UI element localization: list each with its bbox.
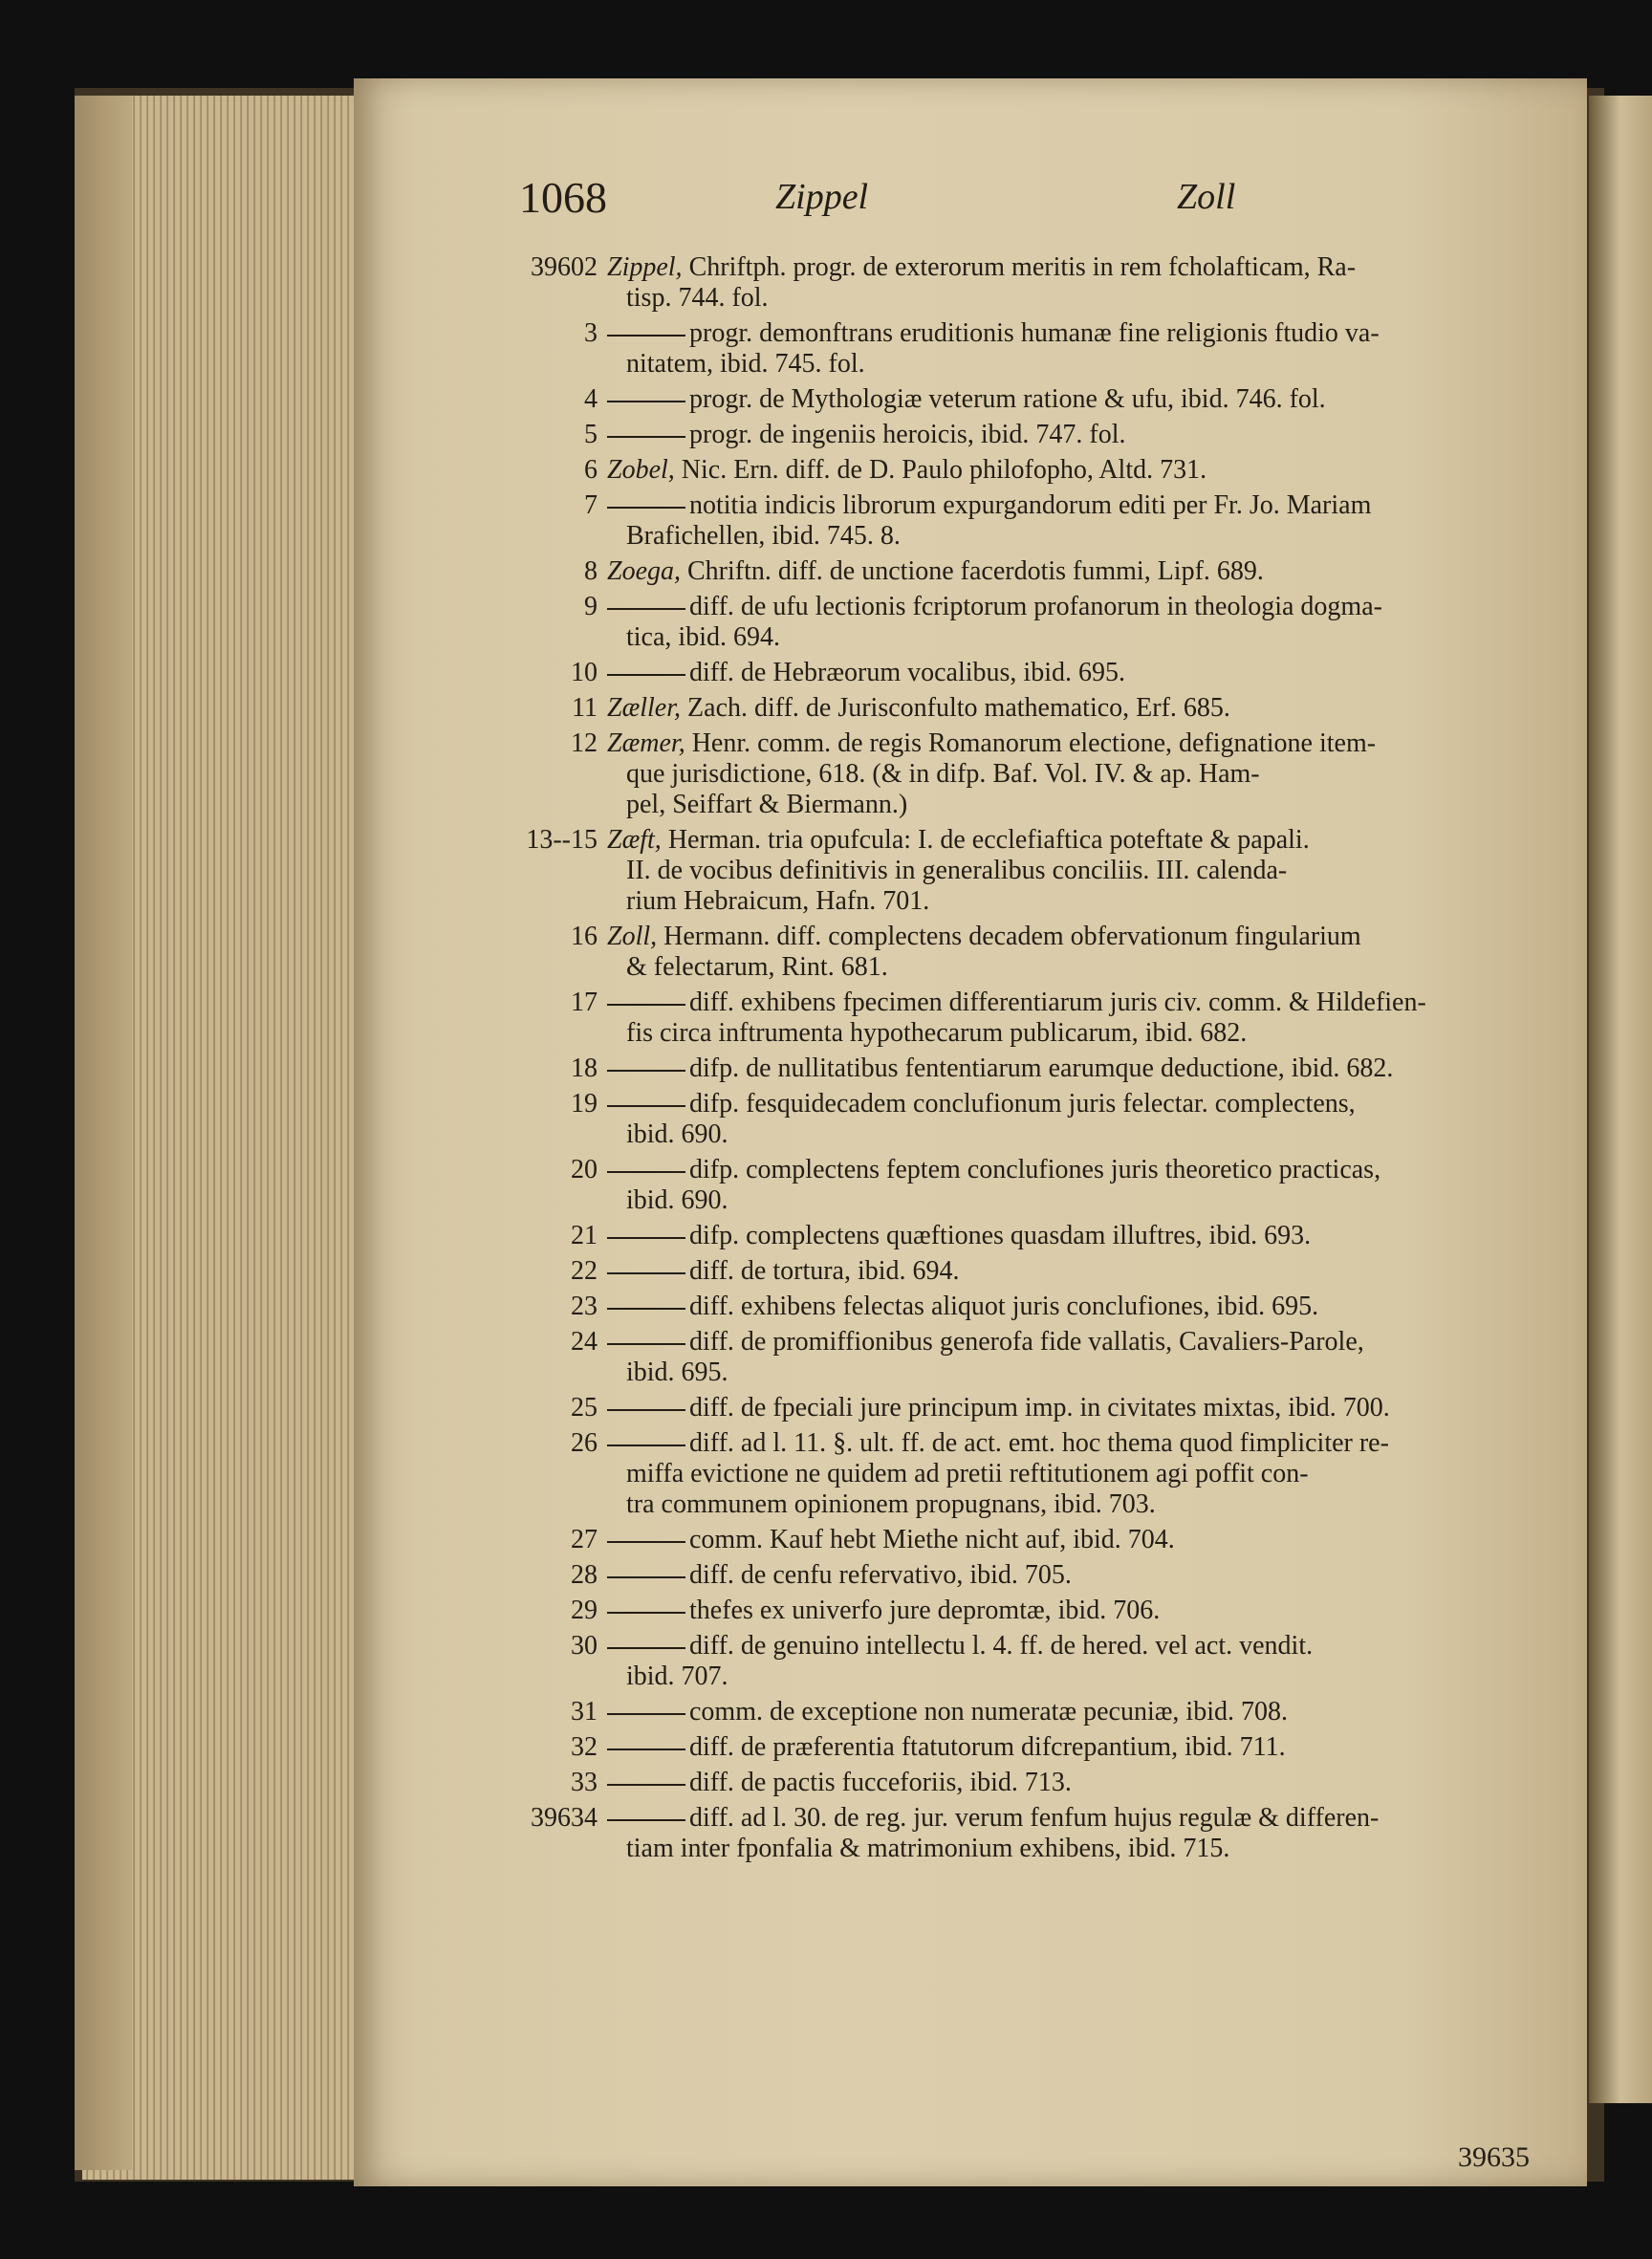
entry-text	[607, 490, 1547, 552]
entry-text	[607, 1428, 1547, 1520]
entry-line-text: que jurisdictione, 618. (& in difp. Baf. Vol. IV. & ap. Ham-	[626, 759, 1260, 789]
ditto-dash	[607, 1272, 685, 1274]
author-name: Zippel,	[607, 252, 683, 282]
entry-number: 10	[571, 658, 598, 687]
entry-text	[607, 1053, 1547, 1084]
entry-line	[607, 1489, 1547, 1520]
bibliography-entry	[519, 1393, 1547, 1423]
author-name: Zæft,	[607, 825, 662, 855]
ditto-dash	[607, 1647, 685, 1649]
entry-line	[607, 728, 1547, 759]
entry-number: 5	[584, 420, 598, 449]
entry-number: 8	[584, 556, 598, 586]
entry-line	[607, 825, 1547, 856]
entry-line	[607, 1053, 1547, 1084]
entry-number: 13--15	[526, 825, 598, 855]
entry-number: 21	[571, 1221, 598, 1250]
bibliography-entry	[519, 1428, 1547, 1520]
entry-line-text: notitia indicis librorum expurgandorum editi per Fr. Jo. Mariam	[689, 490, 1372, 520]
entry-line-text: diff. de tortura, ibid. 694.	[689, 1256, 960, 1286]
ditto-dash	[607, 1541, 685, 1543]
entry-line-text: diff. de cenfu refervativo, ibid. 705.	[689, 1560, 1072, 1590]
entry-line-text: Herman. tria opufcula: I. de ecclefiaftica poteftate & papali.	[667, 825, 1310, 855]
entry-line	[607, 1560, 1547, 1591]
entry-line	[607, 318, 1547, 349]
bibliography-entry	[519, 1803, 1547, 1864]
entry-line-text: Hermann. diff. complectens decadem obfervationum fingularium	[663, 922, 1361, 951]
bibliography-entry	[519, 556, 1547, 587]
entry-line	[607, 1119, 1547, 1150]
entry-line-text: diff. de promiffionibus generofa fide vallatis, Cavaliers-Parole,	[689, 1327, 1364, 1357]
entry-line	[607, 1459, 1547, 1489]
bibliography-entry	[519, 1697, 1547, 1727]
entry-text	[607, 1256, 1547, 1287]
entry-line-text: II. de vocibus definitivis in generalibus conciliis. III. calenda-	[626, 856, 1288, 885]
entry-line-text: Chriftn. diff. de unctione facerdotis fummi, Lipf. 689.	[687, 556, 1264, 586]
entry-number: 25	[571, 1393, 598, 1423]
entry-line-text: & felectarum, Rint. 681.	[626, 952, 888, 982]
entry-text	[607, 318, 1547, 380]
entry-line	[607, 252, 1547, 283]
author-name: Zoega,	[607, 556, 681, 586]
entry-line	[607, 1732, 1547, 1763]
entry-line-text: difp. complectens feptem conclufiones juris theoretico practicas,	[689, 1155, 1381, 1184]
entry-line-text: difp. complectens quæftiones quasdam illuftres, ibid. 693.	[689, 1221, 1312, 1250]
entry-text	[607, 592, 1547, 653]
entry-text	[607, 1560, 1547, 1591]
bibliography-entry	[519, 825, 1547, 917]
entry-line-text: progr. de Mythologiæ veterum ratione & ufu, ibid. 746. fol.	[689, 384, 1326, 414]
entry-number: 32	[571, 1732, 598, 1762]
entry-number: 4	[584, 384, 598, 414]
entry-line	[607, 886, 1547, 917]
entry-line	[607, 592, 1547, 622]
entry-line-text: diff. de Hebræorum vocalibus, ibid. 695.	[689, 658, 1125, 687]
entry-line	[607, 1256, 1547, 1287]
bibliography-entry	[519, 1768, 1547, 1798]
bibliography-entries	[519, 252, 1547, 1864]
entry-line-text: pel, Seiffart & Biermann.)	[626, 790, 908, 819]
entry-line-text: ibid. 690.	[626, 1185, 728, 1215]
ditto-dash	[607, 1819, 685, 1821]
entry-number: 6	[584, 455, 598, 485]
catchword: 39635	[1458, 2141, 1530, 2173]
entry-text	[607, 1596, 1547, 1626]
bibliography-entry	[519, 252, 1547, 314]
entry-line-text: difp. fesquidecadem conclufionum juris felectar. complectens,	[689, 1089, 1356, 1119]
entry-number: 30	[571, 1631, 598, 1661]
entry-line	[607, 1662, 1547, 1692]
entry-line	[607, 490, 1547, 521]
ditto-dash	[607, 401, 685, 402]
facing-page-edge	[1589, 96, 1652, 2103]
entry-line	[607, 1697, 1547, 1727]
ditto-dash	[607, 674, 685, 676]
bibliography-entry	[519, 988, 1547, 1049]
entry-line-text: Brafichellen, ibid. 745. 8.	[626, 521, 901, 551]
entry-text	[607, 658, 1547, 688]
entry-line-text: ibid. 695.	[626, 1358, 728, 1387]
page-content	[519, 172, 1547, 2173]
ditto-dash	[607, 1308, 685, 1310]
entry-line	[607, 856, 1547, 886]
entry-line	[607, 952, 1547, 983]
entry-number: 28	[571, 1560, 598, 1590]
entry-number: 12	[571, 728, 598, 758]
entry-text	[607, 1089, 1547, 1150]
ditto-dash	[607, 507, 685, 509]
entry-line-text: progr. de ingeniis heroicis, ibid. 747. fol.	[689, 420, 1126, 449]
entry-line	[607, 455, 1547, 486]
bibliography-entry	[519, 592, 1547, 653]
entry-text	[607, 556, 1547, 587]
ditto-dash	[607, 1237, 685, 1239]
bibliography-entry	[519, 693, 1547, 724]
entry-line	[607, 1393, 1547, 1423]
entry-line	[607, 658, 1547, 688]
entry-line	[607, 384, 1547, 415]
entry-number: 7	[584, 490, 598, 520]
page-number: 1068	[519, 173, 607, 222]
entry-text	[607, 825, 1547, 917]
entry-number: 33	[571, 1768, 598, 1797]
entry-line	[607, 759, 1547, 790]
entry-number: 20	[571, 1155, 598, 1184]
bibliography-entry	[519, 728, 1547, 820]
entry-line	[607, 1525, 1547, 1555]
entry-text	[607, 384, 1547, 415]
entry-line	[607, 1768, 1547, 1798]
ditto-dash	[607, 1576, 685, 1578]
entry-line-text: diff. ad l. 30. de reg. jur. verum fenfum hujus regulæ & differen-	[689, 1803, 1380, 1833]
entry-number: 3	[584, 318, 598, 348]
entry-line-text: tiam inter fponfalia & matrimonium exhibens, ibid. 715.	[626, 1834, 1230, 1863]
author-name: Zæmer,	[607, 728, 685, 758]
entry-line	[607, 420, 1547, 450]
entry-line-text: nitatem, ibid. 745. fol.	[626, 349, 865, 379]
bibliography-entry	[519, 1631, 1547, 1692]
running-head-left: Zippel	[775, 177, 869, 217]
entry-line-text: diff. de fpeciali jure principum imp. in civitates mixtas, ibid. 700.	[689, 1393, 1390, 1423]
bibliography-entry	[519, 420, 1547, 450]
entry-text	[607, 1803, 1547, 1864]
entry-line-text: Chriftph. progr. de exterorum meritis in rem fcholafticam, Ra-	[688, 252, 1357, 282]
entry-line	[607, 1018, 1547, 1049]
entry-text	[607, 922, 1547, 983]
bibliography-entry	[519, 1327, 1547, 1388]
entry-line	[607, 1803, 1547, 1834]
entry-line	[607, 1155, 1547, 1185]
bibliography-entry	[519, 1732, 1547, 1763]
entry-line-text: comm. Kauf hebt Miethe nicht auf, ibid. 704.	[689, 1525, 1175, 1554]
bibliography-entry	[519, 1053, 1547, 1084]
entry-line-text: Nic. Ern. diff. de D. Paulo philofopho, Altd. 731.	[681, 455, 1207, 485]
entry-number: 17	[571, 988, 598, 1017]
entry-line-text: diff. de genuino intellectu l. 4. ff. de hered. vel act. vendit.	[689, 1631, 1314, 1661]
ditto-dash	[607, 1784, 685, 1786]
entry-line-text: Henr. comm. de regis Romanorum electione, defignatione item-	[691, 728, 1377, 758]
entry-line-text: diff. exhibens felectas aliquot juris conclufiones, ibid. 695.	[689, 1292, 1319, 1321]
entry-text	[607, 693, 1547, 724]
entry-text	[607, 1768, 1547, 1798]
entry-line	[607, 1327, 1547, 1358]
ditto-dash	[607, 1612, 685, 1614]
ditto-dash	[607, 1105, 685, 1107]
entry-line-text: comm. de exceptione non numeratæ pecuniæ, ibid. 708.	[689, 1697, 1288, 1727]
entry-text	[607, 1221, 1547, 1251]
ditto-dash	[607, 1343, 685, 1345]
bibliography-entry	[519, 1089, 1547, 1150]
entry-line	[607, 1596, 1547, 1626]
entry-text	[607, 1631, 1547, 1692]
entry-text	[607, 988, 1547, 1049]
entry-text	[607, 1732, 1547, 1763]
running-head-right: Zoll	[1177, 177, 1236, 217]
bibliography-entry	[519, 318, 1547, 380]
entry-line-text: fis circa inftrumenta hypothecarum publicarum, ibid. 682.	[626, 1018, 1248, 1048]
entry-text	[607, 1525, 1547, 1555]
bibliography-entry	[519, 1155, 1547, 1216]
entry-line-text: ibid. 707.	[626, 1662, 728, 1691]
ditto-dash	[607, 1171, 685, 1173]
entry-line	[607, 790, 1547, 820]
bibliography-entry	[519, 658, 1547, 688]
entry-number: 11	[572, 693, 598, 723]
bibliography-entry	[519, 922, 1547, 983]
entry-number: 26	[571, 1428, 598, 1458]
entry-text	[607, 455, 1547, 486]
entry-line	[607, 1834, 1547, 1864]
author-name: Zoll,	[607, 922, 658, 951]
bibliography-entry	[519, 1292, 1547, 1322]
entry-number: 18	[571, 1053, 598, 1083]
entry-line	[607, 556, 1547, 587]
entry-number: 27	[571, 1525, 598, 1554]
entry-line	[607, 622, 1547, 653]
entry-line	[607, 1185, 1547, 1216]
entry-text	[607, 1393, 1547, 1423]
entry-line	[607, 1428, 1547, 1459]
entry-line	[607, 1358, 1547, 1388]
entry-line-text: diff. de ufu lectionis fcriptorum profanorum in theologia dogma-	[689, 592, 1382, 621]
ditto-dash	[607, 1713, 685, 1715]
entry-text	[607, 728, 1547, 820]
entry-number: 39634	[531, 1803, 598, 1833]
entry-number: 19	[571, 1089, 598, 1119]
entry-number: 23	[571, 1292, 598, 1321]
entry-line-text: tisp. 744. fol.	[626, 283, 769, 313]
entry-text	[607, 252, 1547, 314]
entry-line	[607, 693, 1547, 724]
entry-number: 24	[571, 1327, 598, 1357]
entry-line-text: diff. exhibens fpecimen differentiarum juris civ. comm. & Hildefien-	[689, 988, 1426, 1017]
ditto-dash	[607, 1409, 685, 1411]
ditto-dash	[607, 1004, 685, 1006]
entry-number: 31	[571, 1697, 598, 1727]
entry-line	[607, 283, 1547, 314]
entry-number: 39602	[531, 252, 598, 282]
entry-line	[607, 988, 1547, 1018]
entry-line-text: progr. demonftrans eruditionis humanæ fine religionis ftudio va-	[689, 318, 1380, 348]
bibliography-entry	[519, 1256, 1547, 1287]
entry-line	[607, 922, 1547, 952]
author-name: Zæller,	[607, 693, 682, 723]
book-cover-edge	[75, 96, 132, 2170]
entry-line	[607, 1631, 1547, 1662]
bibliography-entry	[519, 1525, 1547, 1555]
entry-line-text: thefes ex univerfo jure depromtæ, ibid. 706.	[689, 1596, 1161, 1625]
ditto-dash	[607, 1444, 685, 1446]
bibliography-entry	[519, 1221, 1547, 1251]
entry-line	[607, 1292, 1547, 1322]
ditto-dash	[607, 608, 685, 610]
entry-line	[607, 1221, 1547, 1251]
running-head	[519, 172, 1547, 241]
entry-text	[607, 1697, 1547, 1727]
entry-line-text: tica, ibid. 694.	[626, 622, 780, 652]
entry-line-text: miffa evictione ne quidem ad pretii reftitutionem agi poffit con-	[626, 1459, 1309, 1488]
entry-line-text: ibid. 690.	[626, 1119, 728, 1149]
ditto-dash	[607, 335, 685, 337]
bibliography-entry	[519, 490, 1547, 552]
ditto-dash	[607, 1070, 685, 1072]
entry-line-text: Zach. diff. de Jurisconfulto mathematico, Erf. 685.	[687, 693, 1230, 723]
entry-number: 9	[584, 592, 598, 621]
entry-line-text: diff. de pactis fucceforiis, ibid. 713.	[689, 1768, 1072, 1797]
entry-text	[607, 1155, 1547, 1216]
entry-line-text: diff. ad l. 11. §. ult. ff. de act. emt. hoc thema quod fimpliciter re-	[689, 1428, 1389, 1458]
entry-number: 29	[571, 1596, 598, 1625]
entry-text	[607, 1292, 1547, 1322]
entry-line-text: difp. de nullitatibus fententiarum earumque deductione, ibid. 682.	[689, 1053, 1394, 1083]
entry-line	[607, 521, 1547, 552]
entry-line-text: rium Hebraicum, Hafn. 701.	[626, 886, 930, 916]
author-name: Zobel,	[607, 455, 675, 485]
entry-line-text: tra communem opinionem propugnans, ibid. 703.	[626, 1489, 1156, 1519]
entry-line-text: diff. de præferentia ftatutorum difcrepantium, ibid. 711.	[689, 1732, 1286, 1762]
entry-line	[607, 349, 1547, 380]
ditto-dash	[607, 1749, 685, 1750]
entry-number: 16	[571, 922, 598, 951]
entry-number: 22	[571, 1256, 598, 1286]
bibliography-entry	[519, 455, 1547, 486]
entry-line	[607, 1089, 1547, 1119]
ditto-dash	[607, 436, 685, 438]
bibliography-entry	[519, 1560, 1547, 1591]
bibliography-entry	[519, 1596, 1547, 1626]
entry-text	[607, 420, 1547, 450]
bibliography-entry	[519, 384, 1547, 415]
entry-text	[607, 1327, 1547, 1388]
